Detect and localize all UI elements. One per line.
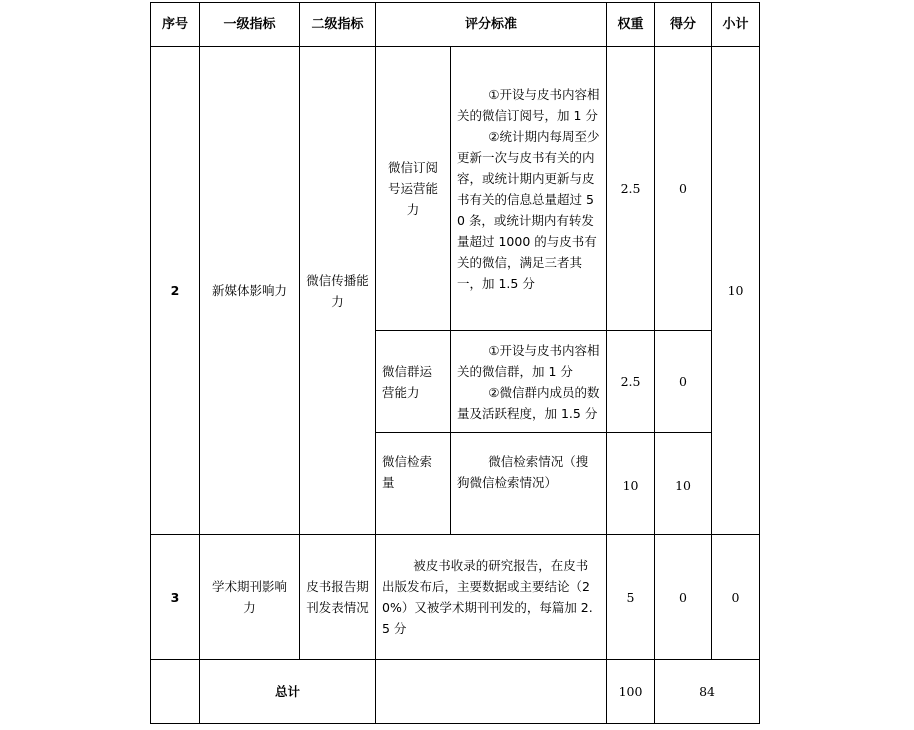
scoring-table (150, 2, 760, 724)
item-name: 微信检索量 (376, 433, 451, 535)
total-row (151, 660, 760, 724)
row3-level2: 皮书报告期刊发表情况 (300, 535, 376, 660)
header-level1: 一级指标 (200, 3, 300, 47)
total-weight: 100 (607, 660, 655, 724)
item-weight: 2.5 (607, 331, 655, 433)
table-row (151, 535, 760, 660)
item-score: 10 (655, 433, 712, 535)
total-label: 总计 (200, 660, 376, 724)
header-weight: 权重 (607, 3, 655, 47)
item-weight: 2.5 (607, 47, 655, 331)
row2-subtotal: 10 (712, 47, 760, 535)
header-seq: 序号 (151, 3, 200, 47)
row3-seq: 3 (151, 535, 200, 660)
item-criteria (451, 433, 607, 535)
criteria-line: ②统计期内每周至少更新一次与皮书有关的内容，或统计期内更新与皮书有关的信息总量超过 50 条，或统计期内有转发量超过 1000 的与皮书有关的微信，满足三者其一，加 1.5 分 (457, 128, 600, 291)
row3-weight: 5 (607, 535, 655, 660)
criteria-line: 被皮书收录的研究报告，在皮书出版发布后，主要数据或主要结论（20%）又被学术期刊刊发的，每篇加 2.5 分 (382, 558, 593, 636)
row3-level1: 学术期刊影响力 (200, 535, 300, 660)
item-weight: 10 (607, 433, 655, 535)
header-level2: 二级指标 (300, 3, 376, 47)
item-score: 0 (655, 331, 712, 433)
item-criteria (451, 47, 607, 331)
item-criteria (451, 331, 607, 433)
total-criteria-empty (376, 660, 607, 724)
row2-level2: 微信传播能力 (300, 47, 376, 535)
item-name: 微信群运营能力 (376, 331, 451, 433)
header-criteria: 评分标准 (376, 3, 607, 47)
row3-criteria (376, 535, 607, 660)
header-row (151, 3, 760, 47)
row3-subtotal: 0 (712, 535, 760, 660)
header-subtotal: 小计 (712, 3, 760, 47)
total-empty-cell (151, 660, 200, 724)
total-score: 84 (655, 660, 760, 724)
row2-level1: 新媒体影响力 (200, 47, 300, 535)
item-score: 0 (655, 47, 712, 331)
table-row (151, 47, 760, 331)
row2-seq: 2 (151, 47, 200, 535)
item-name: 微信订阅号运营能力 (376, 47, 451, 331)
header-score: 得分 (655, 3, 712, 47)
criteria-line: ②微信群内成员的数量及活跃程度，加 1.5 分 (457, 384, 600, 421)
criteria-line: ①开设与皮书内容相关的微信订阅号，加 1 分 (457, 86, 600, 123)
criteria-line: 微信检索情况（搜狗微信检索情况） (457, 454, 589, 490)
criteria-line: ①开设与皮书内容相关的微信群，加 1 分 (457, 342, 600, 379)
row3-score: 0 (655, 535, 712, 660)
